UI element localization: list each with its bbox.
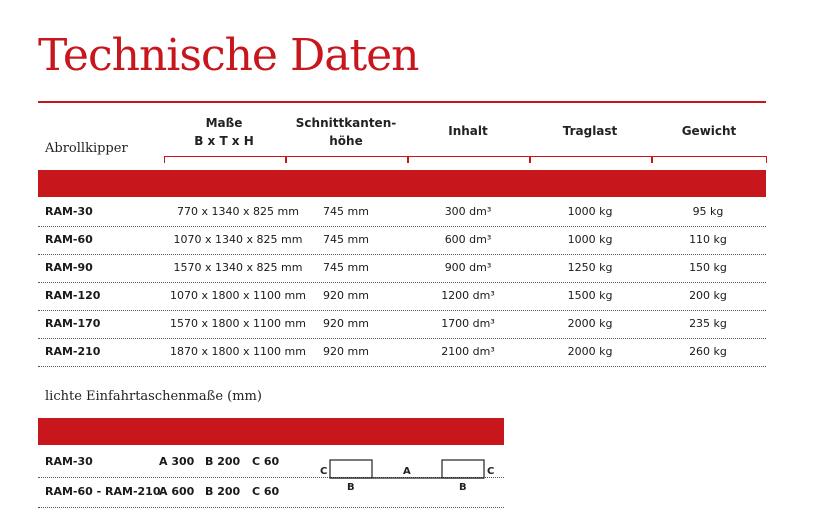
- cell-hoehe: 920 mm: [323, 317, 369, 330]
- cell-model: RAM-120: [45, 289, 101, 302]
- table-header-bar: [38, 170, 766, 197]
- cell-model: RAM-60: [45, 233, 93, 246]
- cell-traglast: 1500 kg: [567, 289, 613, 302]
- header-bracket-gewicht: [652, 156, 767, 163]
- header-bracket-traglast: [530, 156, 652, 163]
- header-traglast: Traglast: [562, 124, 618, 138]
- cell-inhalt: 300 dm³: [444, 205, 492, 218]
- cell-masse: 770 x 1340 x 825 mm: [177, 205, 299, 218]
- cell-inhalt: 1200 dm³: [441, 289, 495, 302]
- table-row: [38, 198, 766, 227]
- cell-gewicht: 260 kg: [689, 345, 727, 358]
- header-schnitt-line2: höhe: [329, 134, 363, 148]
- cell-gewicht: 235 kg: [689, 317, 727, 330]
- table-row: [38, 226, 766, 255]
- fork-cell-b: B 200: [205, 455, 241, 468]
- cell-hoehe: 920 mm: [323, 289, 369, 302]
- cell-traglast: 2000 kg: [567, 345, 613, 358]
- fork-pocket-caption: lichte Einfahrtaschenmaße (mm): [45, 389, 262, 404]
- row-label-header: Abrollkipper: [45, 141, 128, 156]
- header-bracket-inhalt: [408, 156, 530, 163]
- cell-traglast: 2000 kg: [567, 317, 613, 330]
- fork-cell-b: B 200: [205, 485, 241, 498]
- diagram-label-c-left: C: [320, 466, 328, 477]
- fork-table-header-bar: [38, 418, 504, 445]
- fork-cell-model: RAM-30: [45, 455, 93, 468]
- diagram-label-a: A: [403, 466, 411, 477]
- fork-cell-a: A 300: [159, 455, 195, 468]
- table-row: [38, 338, 766, 367]
- fork-pocket-left: [330, 460, 372, 478]
- cell-traglast: 1250 kg: [567, 261, 613, 274]
- cell-inhalt: 600 dm³: [444, 233, 492, 246]
- cell-hoehe: 745 mm: [323, 205, 369, 218]
- header-schnittkantenhoehe: [286, 114, 406, 150]
- table-row: [38, 254, 766, 283]
- fork-pocket-diagram: [316, 454, 496, 494]
- cell-model: RAM-30: [45, 205, 93, 218]
- table-row: [38, 282, 766, 311]
- cell-masse: 1570 x 1800 x 1100 mm: [170, 317, 306, 330]
- cell-traglast: 1000 kg: [567, 205, 613, 218]
- fork-cell-c: C 60: [252, 485, 280, 498]
- cell-inhalt: 2100 dm³: [441, 345, 495, 358]
- header-masse-line2: B x T x H: [194, 134, 254, 148]
- cell-hoehe: 920 mm: [323, 345, 369, 358]
- cell-gewicht: 200 kg: [689, 289, 727, 302]
- header-gewicht: Gewicht: [681, 124, 737, 138]
- cell-inhalt: 1700 dm³: [441, 317, 495, 330]
- cell-gewicht: 110 kg: [689, 233, 727, 246]
- diagram-label-c-right: C: [487, 466, 495, 477]
- cell-gewicht: 95 kg: [692, 205, 724, 218]
- title-divider: [38, 101, 766, 103]
- table-row: [38, 310, 766, 339]
- fork-pocket-right: [442, 460, 484, 478]
- header-schnitt-line1: Schnittkanten-: [295, 116, 397, 130]
- cell-hoehe: 745 mm: [323, 261, 369, 274]
- cell-masse: 1070 x 1340 x 825 mm: [173, 233, 303, 246]
- cell-masse: 1570 x 1340 x 825 mm: [173, 261, 303, 274]
- page-title: Technische Daten: [38, 30, 419, 81]
- diagram-label-b-left: B: [347, 482, 355, 493]
- cell-gewicht: 150 kg: [689, 261, 727, 274]
- header-bracket-schnitt: [286, 156, 408, 163]
- cell-hoehe: 745 mm: [323, 233, 369, 246]
- cell-model: RAM-170: [45, 317, 101, 330]
- fork-cell-a: A 600: [159, 485, 195, 498]
- fork-cell-model: RAM-60 - RAM-210: [45, 485, 161, 498]
- cell-inhalt: 900 dm³: [444, 261, 492, 274]
- cell-masse: 1070 x 1800 x 1100 mm: [170, 289, 306, 302]
- header-bracket-masse: [164, 156, 286, 163]
- cell-model: RAM-90: [45, 261, 93, 274]
- header-masse-line1: Maße: [205, 116, 243, 130]
- fork-cell-c: C 60: [252, 455, 280, 468]
- header-inhalt: Inhalt: [448, 124, 488, 138]
- cell-masse: 1870 x 1800 x 1100 mm: [170, 345, 306, 358]
- cell-traglast: 1000 kg: [567, 233, 613, 246]
- cell-model: RAM-210: [45, 345, 101, 358]
- header-masse: [164, 114, 284, 150]
- diagram-label-b-right: B: [459, 482, 467, 493]
